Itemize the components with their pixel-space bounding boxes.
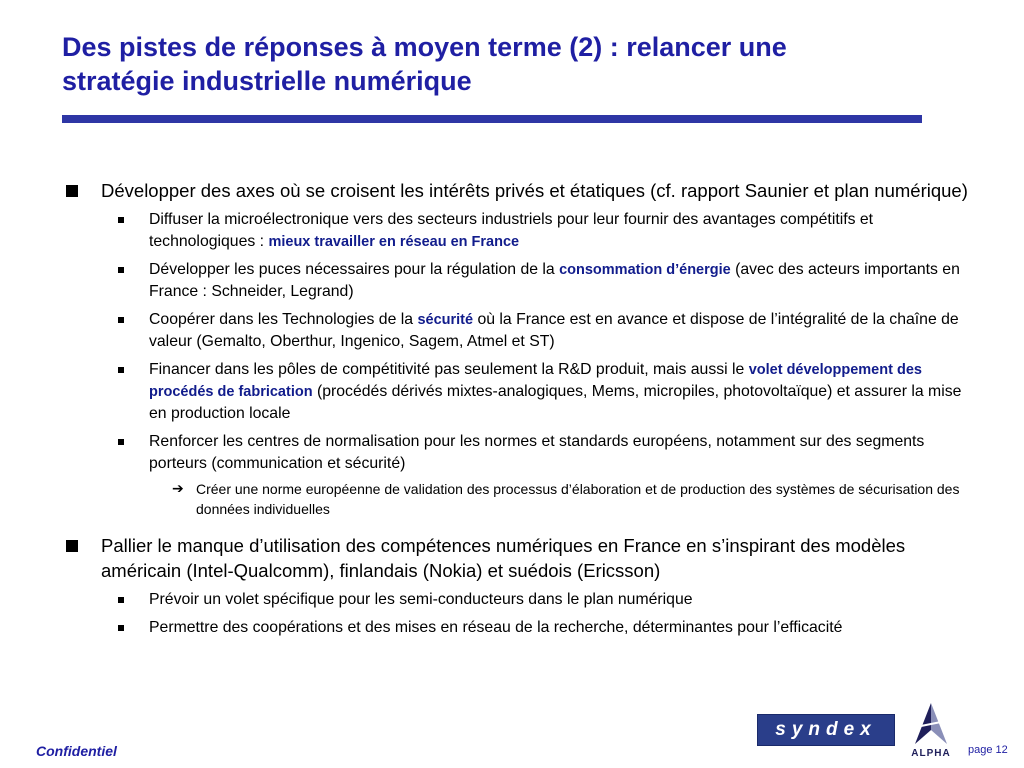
small-square-bullet-icon [118, 317, 124, 323]
slide-title-line-1: Des pistes de réponses à moyen terme (2) : relancer une [62, 32, 787, 62]
syndex-logo [757, 714, 895, 746]
alpha-logo-text: ALPHA [911, 748, 951, 759]
bullet-2 [0, 533, 1024, 583]
sub-bullet-1-4-highlight: volet développement des procédés de fabrication [149, 362, 922, 400]
sub-bullet-1-4-text: Financer dans les pôles de compétitivité pas seulement la R&D produit, mais aussi le [149, 361, 749, 378]
sub-bullet-1-2-text-end: (avec des acteurs importants en France : Schneider, Legrand) [149, 261, 960, 300]
sub-bullet-1-5 [0, 431, 1024, 475]
page-number: page 12 [968, 744, 1008, 756]
alpha-logo [907, 700, 955, 762]
sub-bullet-1-1-highlight: mieux travailler en réseau en France [268, 234, 520, 250]
sub-bullet-1-3-text-end: où la France est en avance et dispose de l’intégralité de la chaîne de valeur (Gemalto, Oberthur, Ingenico, Sagem, Atmel et ST) [149, 311, 959, 350]
sub-bullet-1-3 [0, 309, 1024, 353]
arrow-bullet-1-5-1 [0, 479, 1024, 519]
square-bullet-icon [66, 185, 78, 197]
small-square-bullet-icon [118, 625, 124, 631]
sub-bullet-1-1 [0, 209, 1024, 253]
sub-bullet-2-2 [0, 617, 1024, 639]
sub-bullet-1-5-text: Renforcer les centres de normalisation pour les normes et standards européens, notamment sur des segments porteurs (communication et sécurité) [149, 433, 925, 472]
syndex-logo-text: syndex [775, 719, 877, 740]
sub-bullet-1-3-highlight: sécurité [417, 312, 474, 328]
bullet-1-text: Développer des axes où se croisent les intérêts privés et étatiques (cf. rapport Saunier et plan numérique) [101, 180, 968, 201]
alpha-star-icon [907, 700, 955, 748]
sub-bullet-1-3-text: Coopérer dans les Technologies de la [149, 311, 418, 328]
bullet-2-text: Pallier le manque d’utilisation des compétences numériques en France en s’inspirant des modèles américain (Intel-Qualcomm), finlandais (Nokia) et suédois (Ericsson) [101, 535, 906, 581]
arrow-right-icon: ➔ [172, 481, 184, 497]
sub-bullet-1-4 [0, 359, 1024, 425]
title-underline [62, 115, 922, 123]
small-square-bullet-icon [118, 597, 124, 603]
arrow-bullet-1-5-1-text: Créer une norme européenne de validation des processus d’élaboration et de production des systèmes de sécurisation des données individuelles [196, 481, 960, 517]
small-square-bullet-icon [118, 367, 124, 373]
slide-title-line-2: stratégie industrielle numérique [62, 66, 472, 96]
bullet-1 [0, 178, 1024, 203]
slide-body [0, 178, 1024, 639]
slide-title [62, 30, 962, 98]
small-square-bullet-icon [118, 439, 124, 445]
sub-bullet-1-1-text: Diffuser la microélectronique vers des secteurs industriels pour leur fournir des avantages compétitifs et technologiques : [149, 211, 874, 250]
sub-bullet-1-2 [0, 259, 1024, 303]
small-square-bullet-icon [118, 267, 124, 273]
sub-bullet-1-2-text: Développer les puces nécessaires pour la régulation de la [149, 261, 560, 278]
square-bullet-icon [66, 540, 78, 552]
sub-bullet-2-1-text: Prévoir un volet spécifique pour les semi-conducteurs dans le plan numérique [149, 591, 693, 608]
sub-bullet-2-1 [0, 589, 1024, 611]
footer-confidential: Confidentiel [36, 743, 117, 759]
sub-bullet-1-4-text-end: (procédés dérivés mixtes-analogiques, Mems, micropiles, photovoltaïque) et assurer la mise en production locale [149, 383, 962, 422]
sub-bullet-2-2-text: Permettre des coopérations et des mises en réseau de la recherche, déterminantes pour l’efficacité [149, 619, 843, 636]
small-square-bullet-icon [118, 217, 124, 223]
sub-bullet-1-2-highlight: consommation d’énergie [559, 262, 731, 278]
